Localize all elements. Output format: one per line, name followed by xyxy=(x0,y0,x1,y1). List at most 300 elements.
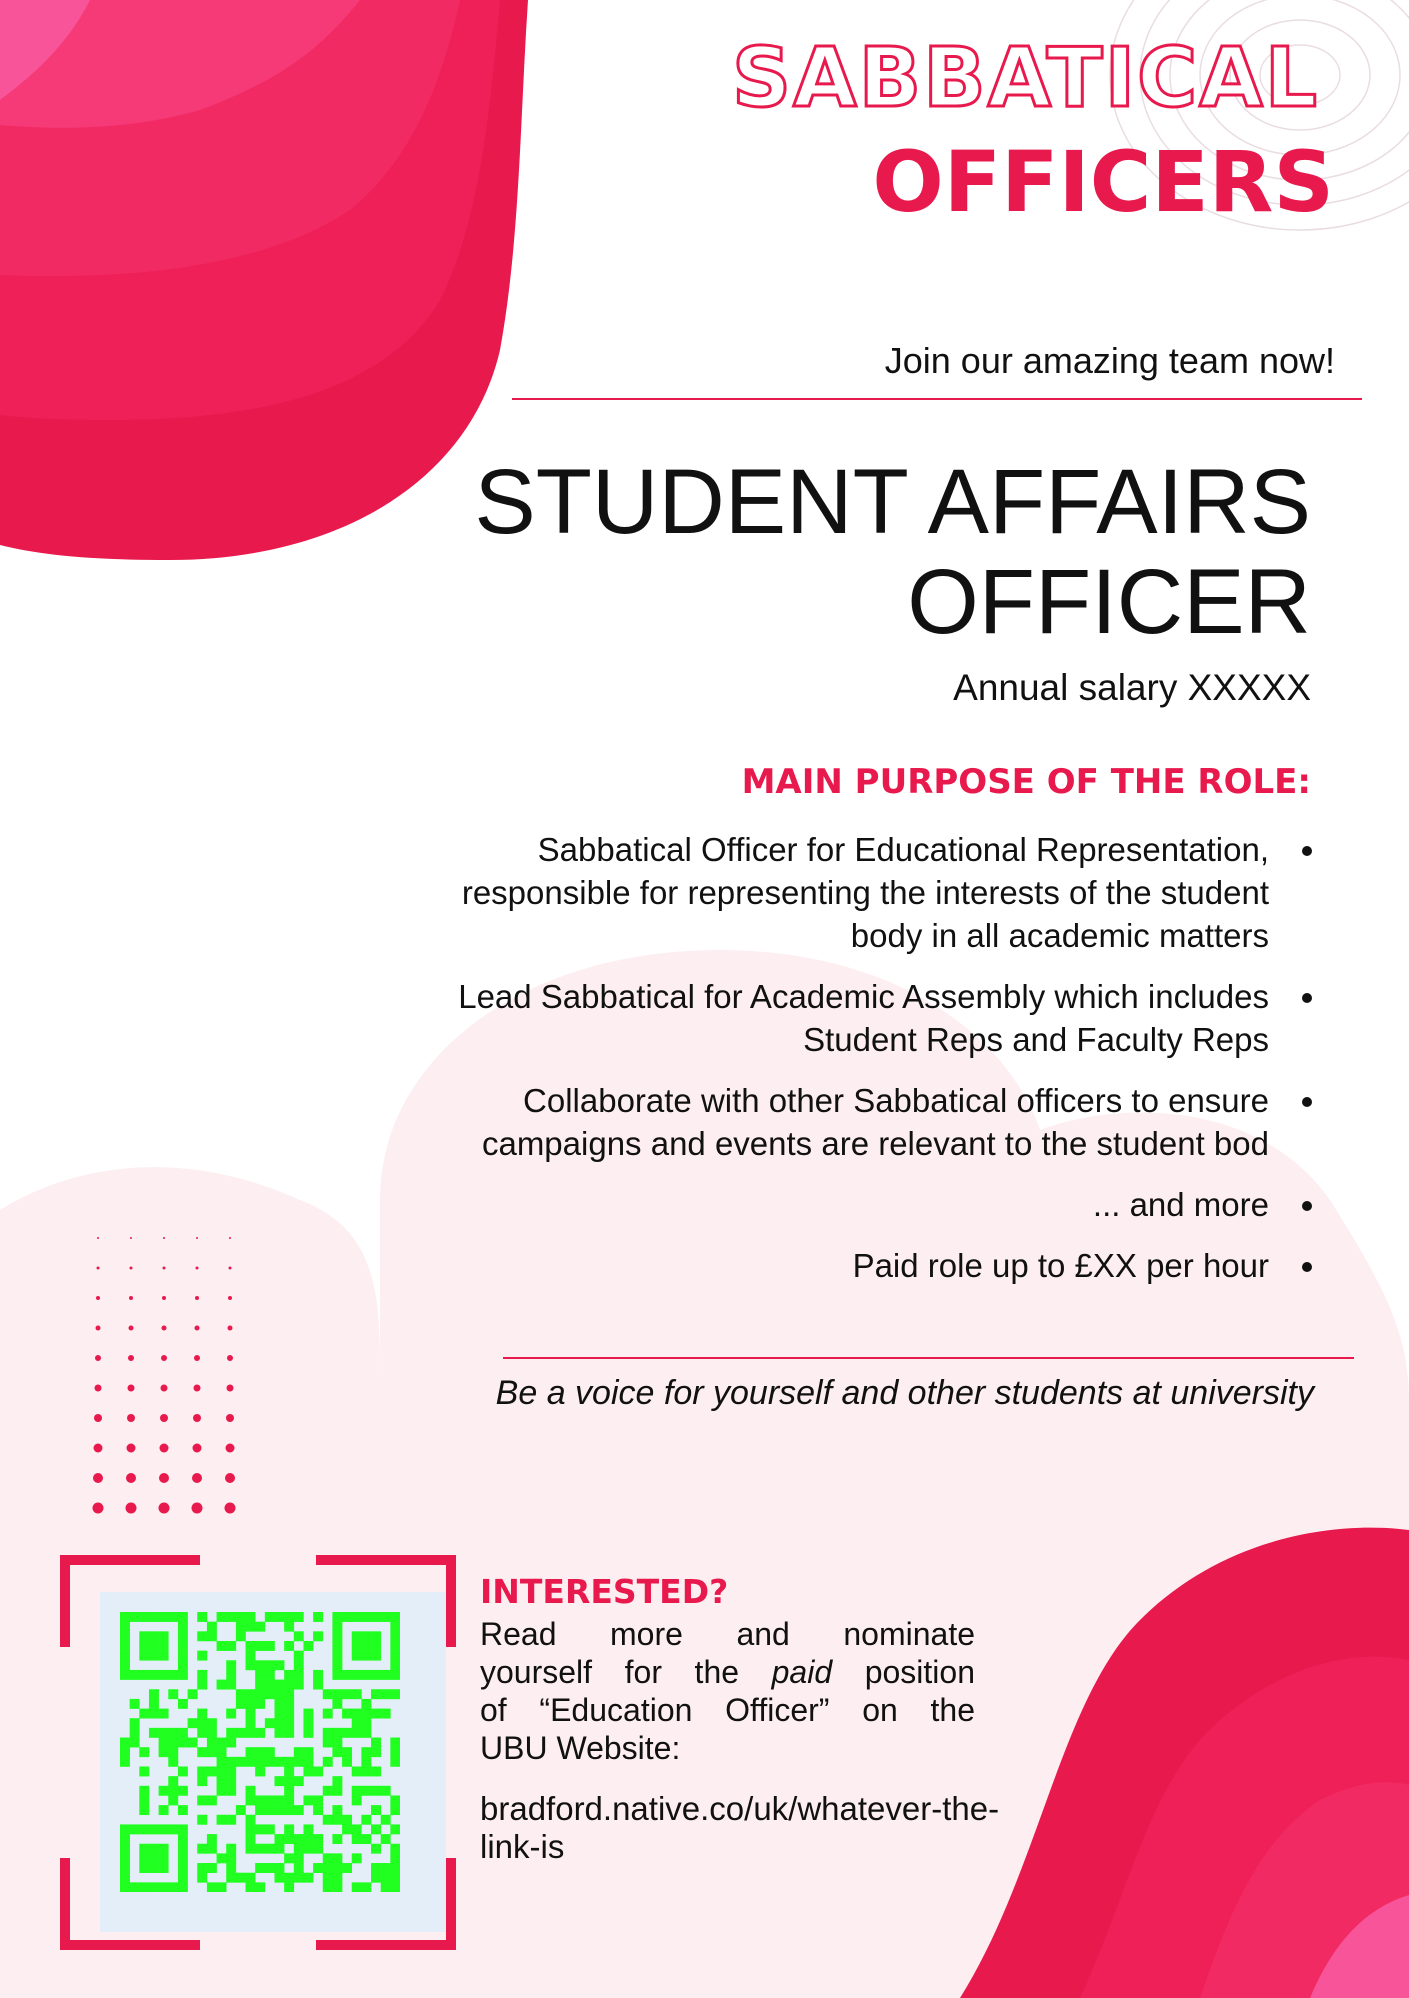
qr-module xyxy=(139,1844,149,1854)
qr-module xyxy=(265,1757,275,1767)
qr-module xyxy=(178,1738,188,1748)
qr-module xyxy=(246,1728,256,1738)
dot xyxy=(193,1414,201,1422)
purpose-item xyxy=(294,1183,1314,1226)
qr-module xyxy=(294,1680,304,1690)
cta-line: of “Education Officer” on the xyxy=(480,1692,975,1728)
qr-module xyxy=(332,1651,342,1661)
qr-module xyxy=(120,1738,130,1748)
qr-module xyxy=(159,1844,169,1854)
qr-module xyxy=(226,1844,236,1854)
qr-module xyxy=(149,1651,159,1661)
qr-module xyxy=(207,1766,217,1776)
qr-module xyxy=(294,1670,304,1680)
qr-module xyxy=(246,1844,256,1854)
qr-module xyxy=(284,1824,294,1834)
qr-module xyxy=(159,1728,169,1738)
qr-module xyxy=(284,1670,294,1680)
qr-module xyxy=(294,1853,304,1863)
qr-module xyxy=(226,1776,236,1786)
qr-module xyxy=(390,1795,400,1805)
qr-module xyxy=(274,1873,284,1883)
qr-module xyxy=(197,1718,207,1728)
purpose-item xyxy=(294,1244,1314,1287)
qr-module xyxy=(303,1757,313,1767)
qr-frame-corner-bl xyxy=(60,1858,200,1950)
bullet-icon xyxy=(1302,846,1312,856)
qr-module xyxy=(294,1805,304,1815)
qr-module xyxy=(294,1651,304,1661)
qr-module xyxy=(284,1612,294,1622)
qr-module xyxy=(342,1670,352,1680)
qr-module xyxy=(226,1786,236,1796)
qr-module xyxy=(265,1670,275,1680)
dot xyxy=(126,1503,137,1514)
qr-module xyxy=(120,1660,130,1670)
qr-module xyxy=(207,1747,217,1757)
qr-module xyxy=(149,1824,159,1834)
qr-module xyxy=(265,1641,275,1651)
qr-module xyxy=(361,1728,371,1738)
dot xyxy=(229,1267,232,1270)
qr-module xyxy=(371,1689,381,1699)
qr-module xyxy=(246,1689,256,1699)
dot-grid-decoration xyxy=(88,1228,248,1518)
qr-module xyxy=(226,1766,236,1776)
dot xyxy=(129,1326,134,1331)
qr-module xyxy=(246,1815,256,1825)
qr-module xyxy=(246,1622,256,1632)
qr-module xyxy=(139,1766,149,1776)
dot xyxy=(227,1355,233,1361)
qr-module xyxy=(284,1709,294,1719)
qr-module xyxy=(274,1757,284,1767)
qr-module xyxy=(246,1699,256,1709)
qr-module xyxy=(294,1660,304,1670)
dot xyxy=(159,1473,169,1483)
qr-module xyxy=(168,1728,178,1738)
qr-module xyxy=(226,1757,236,1767)
qr-module xyxy=(226,1680,236,1690)
qr-module xyxy=(332,1776,342,1786)
qr-module xyxy=(342,1728,352,1738)
qr-module xyxy=(246,1641,256,1651)
qr-module xyxy=(159,1805,169,1815)
qr-module xyxy=(246,1834,256,1844)
qr-module xyxy=(342,1689,352,1699)
qr-module xyxy=(159,1747,169,1757)
qr-module xyxy=(361,1834,371,1844)
qr-module xyxy=(371,1709,381,1719)
qr-module xyxy=(255,1824,265,1834)
purpose-line: Sabbatical Officer for Educational Representation, xyxy=(537,831,1269,868)
qr-module xyxy=(246,1882,256,1892)
qr-module xyxy=(303,1728,313,1738)
qr-module xyxy=(246,1747,256,1757)
purpose-item xyxy=(294,828,1314,957)
dot xyxy=(225,1473,235,1483)
dot xyxy=(162,1296,166,1300)
qr-module xyxy=(284,1786,294,1796)
qr-module xyxy=(342,1815,352,1825)
qr-module xyxy=(332,1670,342,1680)
qr-module xyxy=(274,1844,284,1854)
qr-module xyxy=(197,1651,207,1661)
qr-module xyxy=(178,1766,188,1776)
qr-module xyxy=(236,1873,246,1883)
qr-module xyxy=(139,1709,149,1719)
qr-module xyxy=(371,1844,381,1854)
dot xyxy=(195,1296,199,1300)
dot xyxy=(163,1237,165,1239)
qr-module xyxy=(217,1757,227,1767)
qr-module xyxy=(284,1699,294,1709)
qr-module xyxy=(246,1873,256,1883)
title-sabbatical: SABBATICAL xyxy=(732,31,1319,126)
qr-frame-corner-br xyxy=(316,1858,456,1950)
qr-module xyxy=(352,1728,362,1738)
qr-module xyxy=(168,1757,178,1767)
role-title-line2: OFFICER xyxy=(907,551,1311,653)
qr-module xyxy=(188,1738,198,1748)
qr-module xyxy=(236,1757,246,1767)
qr-module xyxy=(371,1766,381,1776)
dot xyxy=(194,1355,200,1361)
qr-module xyxy=(303,1747,313,1757)
qr-module xyxy=(352,1670,362,1680)
bullet-icon xyxy=(1302,1201,1312,1211)
qr-module xyxy=(139,1786,149,1796)
qr-module xyxy=(226,1670,236,1680)
dot xyxy=(192,1473,202,1483)
qr-module xyxy=(217,1853,227,1863)
qr-module xyxy=(139,1805,149,1815)
qr-module xyxy=(178,1728,188,1738)
purpose-line: Collaborate with other Sabbatical officers to ensure xyxy=(523,1082,1269,1119)
qr-module xyxy=(381,1834,391,1844)
qr-module xyxy=(197,1680,207,1690)
qr-module xyxy=(226,1641,236,1651)
dot xyxy=(225,1503,236,1514)
qr-module xyxy=(284,1622,294,1632)
qr-module xyxy=(361,1747,371,1757)
qr-module xyxy=(274,1805,284,1815)
qr-module xyxy=(390,1805,400,1815)
qr-module xyxy=(139,1651,149,1661)
qr-module xyxy=(168,1824,178,1834)
qr-module xyxy=(159,1651,169,1661)
qr-module xyxy=(226,1873,236,1883)
dot xyxy=(192,1503,203,1514)
qr-module xyxy=(294,1863,304,1873)
qr-module xyxy=(332,1747,342,1757)
qr-module xyxy=(381,1786,391,1796)
qr-module xyxy=(303,1718,313,1728)
qr-module xyxy=(361,1815,371,1825)
qr-module xyxy=(274,1728,284,1738)
qr-module xyxy=(352,1689,362,1699)
qr-module xyxy=(274,1689,284,1699)
purpose-item xyxy=(294,1079,1314,1165)
qr-module xyxy=(284,1776,294,1786)
qr-module xyxy=(323,1728,333,1738)
qr-module xyxy=(381,1670,391,1680)
cta-line: Read more and nominate xyxy=(480,1616,975,1652)
qr-module xyxy=(265,1805,275,1815)
qr-module xyxy=(313,1834,323,1844)
qr-module xyxy=(207,1728,217,1738)
qr-module xyxy=(361,1786,371,1796)
qr-module xyxy=(139,1795,149,1805)
qr-module xyxy=(178,1805,188,1815)
qr-module xyxy=(255,1766,265,1776)
dot xyxy=(97,1237,99,1239)
qr-module xyxy=(274,1863,284,1873)
qr-module xyxy=(381,1689,391,1699)
qr-code-icon[interactable] xyxy=(120,1612,400,1892)
qr-module xyxy=(274,1834,284,1844)
dot xyxy=(226,1444,235,1453)
dot xyxy=(93,1503,104,1514)
qr-module xyxy=(255,1670,265,1680)
qr-module xyxy=(255,1728,265,1738)
dot xyxy=(162,1326,167,1331)
qr-module xyxy=(313,1795,323,1805)
qr-module xyxy=(197,1844,207,1854)
dot xyxy=(93,1473,103,1483)
purpose-list xyxy=(294,828,1314,1305)
dot xyxy=(227,1385,234,1392)
qr-module xyxy=(265,1718,275,1728)
qr-module xyxy=(255,1757,265,1767)
qr-module xyxy=(255,1805,265,1815)
dot xyxy=(95,1385,102,1392)
qr-module xyxy=(207,1631,217,1641)
qr-module xyxy=(217,1747,227,1757)
qr-module xyxy=(390,1670,400,1680)
qr-module xyxy=(120,1747,130,1757)
cta-line: UBU Website: xyxy=(480,1730,681,1766)
bullet-icon xyxy=(1302,1262,1312,1272)
qr-module xyxy=(168,1670,178,1680)
qr-module xyxy=(178,1660,188,1670)
qr-module xyxy=(159,1738,169,1748)
qr-module xyxy=(303,1709,313,1719)
qr-module xyxy=(168,1689,178,1699)
qr-module xyxy=(284,1873,294,1883)
qr-module xyxy=(207,1863,217,1873)
qr-module xyxy=(236,1699,246,1709)
dot xyxy=(161,1355,167,1361)
qr-module xyxy=(390,1738,400,1748)
qr-module xyxy=(323,1738,333,1748)
dot xyxy=(228,1326,233,1331)
qr-module xyxy=(390,1689,400,1699)
qr-module xyxy=(226,1728,236,1738)
qr-module xyxy=(332,1834,342,1844)
qr-module xyxy=(207,1795,217,1805)
qr-module xyxy=(217,1786,227,1796)
qr-module xyxy=(284,1853,294,1863)
qr-module xyxy=(197,1728,207,1738)
qr-module xyxy=(323,1757,333,1767)
dot xyxy=(228,1296,232,1300)
qr-module xyxy=(226,1660,236,1670)
purpose-heading: MAIN PURPOSE OF THE ROLE: xyxy=(741,762,1311,802)
dot xyxy=(160,1414,168,1422)
qr-module xyxy=(188,1718,198,1728)
qr-module xyxy=(323,1689,333,1699)
qr-module xyxy=(130,1824,140,1834)
qr-module xyxy=(246,1612,256,1622)
qr-module xyxy=(342,1757,352,1767)
qr-module xyxy=(255,1882,265,1892)
qr-module xyxy=(284,1805,294,1815)
qr-module xyxy=(139,1747,149,1757)
qr-module xyxy=(332,1660,342,1670)
qr-module xyxy=(381,1815,391,1825)
qr-module xyxy=(207,1834,217,1844)
qr-module xyxy=(159,1709,169,1719)
qr-module xyxy=(130,1738,140,1748)
qr-module xyxy=(352,1834,362,1844)
qr-module xyxy=(361,1670,371,1680)
qr-module xyxy=(332,1728,342,1738)
qr-module xyxy=(255,1747,265,1757)
dot xyxy=(196,1237,198,1239)
dot xyxy=(226,1414,234,1422)
qr-module xyxy=(284,1680,294,1690)
qr-module xyxy=(352,1795,362,1805)
qr-module xyxy=(342,1747,352,1757)
qr-module xyxy=(371,1670,381,1680)
qr-module xyxy=(246,1757,256,1767)
qr-module xyxy=(274,1699,284,1709)
qr-module xyxy=(352,1651,362,1661)
join-tagline: Join our amazing team now! xyxy=(884,340,1335,381)
qr-module xyxy=(294,1873,304,1883)
role-title xyxy=(474,452,1311,652)
qr-module xyxy=(284,1641,294,1651)
qr-module xyxy=(168,1738,178,1748)
qr-module xyxy=(168,1776,178,1786)
qr-module xyxy=(217,1680,227,1690)
qr-module xyxy=(265,1863,275,1873)
slogan: Be a voice for yourself and other students at university xyxy=(495,1374,1314,1412)
dot xyxy=(97,1267,100,1270)
qr-module xyxy=(361,1651,371,1661)
qr-module xyxy=(159,1824,169,1834)
qr-module xyxy=(139,1824,149,1834)
qr-module xyxy=(352,1786,362,1796)
dot xyxy=(96,1326,101,1331)
qr-module xyxy=(265,1612,275,1622)
purpose-line: ... and more xyxy=(1092,1186,1269,1223)
qr-module xyxy=(197,1709,207,1719)
qr-module xyxy=(274,1680,284,1690)
title-officers: OFFICERS xyxy=(872,133,1334,231)
qr-module xyxy=(265,1844,275,1854)
qr-module xyxy=(236,1728,246,1738)
qr-module xyxy=(255,1622,265,1632)
qr-module xyxy=(265,1660,275,1670)
dot xyxy=(160,1444,169,1453)
qr-module xyxy=(197,1815,207,1825)
qr-module xyxy=(303,1766,313,1776)
qr-module xyxy=(197,1747,207,1757)
qr-module xyxy=(371,1824,381,1834)
qr-module xyxy=(178,1834,188,1844)
qr-module xyxy=(371,1805,381,1815)
qr-module xyxy=(352,1824,362,1834)
dot xyxy=(127,1444,136,1453)
qr-module xyxy=(294,1757,304,1767)
purpose-line: body in all academic matters xyxy=(850,917,1269,954)
dot xyxy=(193,1444,202,1453)
qr-module xyxy=(332,1815,342,1825)
qr-module xyxy=(246,1660,256,1670)
qr-module xyxy=(130,1670,140,1680)
dot xyxy=(94,1444,103,1453)
qr-module xyxy=(178,1670,188,1680)
qr-module xyxy=(284,1766,294,1776)
qr-module xyxy=(284,1882,294,1892)
qr-module xyxy=(332,1786,342,1796)
qr-module xyxy=(361,1709,371,1719)
qr-module xyxy=(139,1670,149,1680)
qr-module xyxy=(217,1641,227,1651)
purpose-line: Paid role up to £XX per hour xyxy=(852,1247,1269,1284)
qr-module xyxy=(284,1757,294,1767)
qr-module xyxy=(323,1815,333,1825)
qr-module xyxy=(130,1699,140,1709)
qr-module xyxy=(255,1641,265,1651)
dot xyxy=(128,1355,134,1361)
qr-module xyxy=(246,1795,256,1805)
purpose-line: Lead Sabbatical for Academic Assembly which includes xyxy=(458,978,1269,1015)
qr-module xyxy=(294,1834,304,1844)
qr-module xyxy=(168,1786,178,1796)
qr-module xyxy=(352,1709,362,1719)
qr-module xyxy=(274,1718,284,1728)
qr-module xyxy=(246,1718,256,1728)
website-link[interactable]: bradford.native.co/uk/whatever-the-link-is xyxy=(480,1790,1000,1865)
qr-module xyxy=(168,1747,178,1757)
qr-module xyxy=(207,1738,217,1748)
dot xyxy=(229,1237,231,1239)
qr-module xyxy=(226,1863,236,1873)
qr-module xyxy=(149,1709,159,1719)
qr-module xyxy=(197,1776,207,1786)
divider-top xyxy=(512,398,1362,400)
qr-module xyxy=(284,1689,294,1699)
dot xyxy=(126,1473,136,1483)
qr-frame-corner-tl xyxy=(60,1555,200,1647)
qr-module xyxy=(236,1631,246,1641)
qr-module xyxy=(284,1795,294,1805)
dot xyxy=(96,1296,100,1300)
qr-module xyxy=(207,1718,217,1728)
qr-module xyxy=(371,1738,381,1748)
qr-module xyxy=(303,1795,313,1805)
qr-module xyxy=(265,1680,275,1690)
dot xyxy=(130,1237,132,1239)
qr-module xyxy=(236,1622,246,1632)
qr-module xyxy=(361,1699,371,1709)
qr-module xyxy=(120,1670,130,1680)
qr-module xyxy=(197,1795,207,1805)
qr-module xyxy=(361,1757,371,1767)
